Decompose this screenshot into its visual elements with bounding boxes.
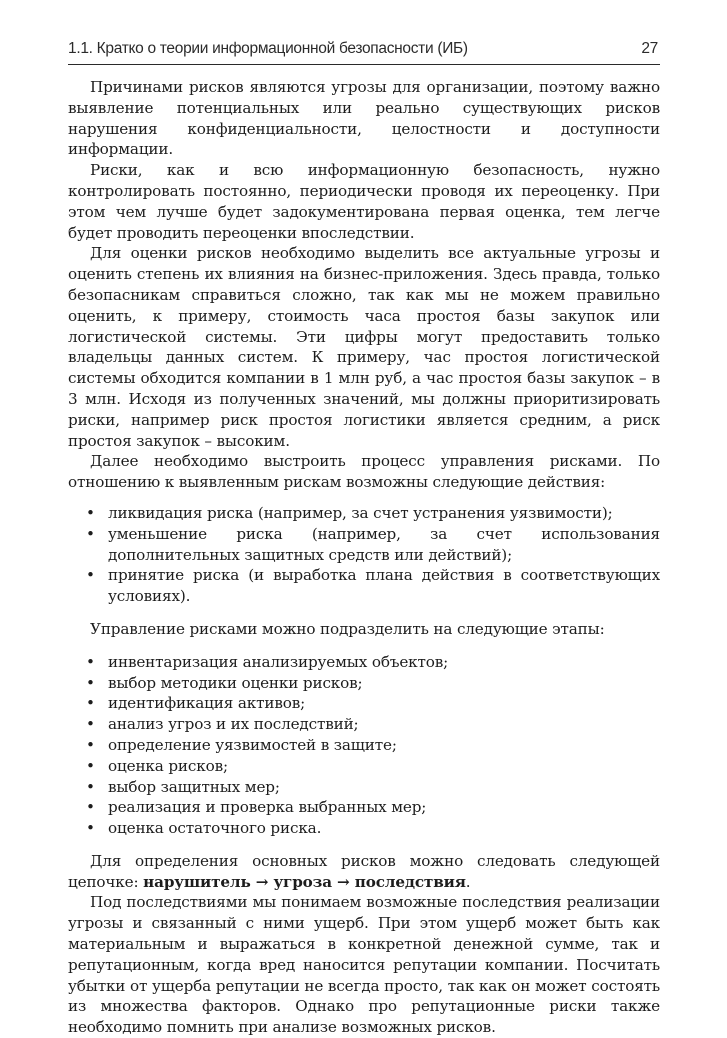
paragraph-risk-management-process: Далее необходимо выстроить процесс управления рисками. По отношению к выявленным рискам возможны следующие действия:: [68, 452, 660, 492]
list-item: • определение уязвимостей в защите;: [86, 735, 397, 754]
bullet-icon: •: [86, 503, 95, 522]
paragraph-consequences: Под последствиями мы понимаем возможные последствия реализации угрозы и связанный с ними ущерб. При этом ущерб может быть как материальным и выражаться в конкретной денежной сумме, так и репутационным, когда вред наносится репутации компании. Посчитать убытки от ущерба репутации не всегда просто, так как он может состоять из множества факторов. Однако про репутационные риски также необходимо помнить при анализе возможных рисков.: [68, 893, 660, 1037]
running-header: [68, 38, 660, 65]
risk-stages-list: [68, 652, 660, 839]
paragraph-risk-assessment: Для оценки рисков необходимо выделить все актуальные угрозы и оценить степень их влияния на бизнес-приложения. Здесь правда, только безопасникам справиться сложно, так как мы не можем правильно оценить, к примеру, стоимость часа простоя базы закупок или логистической системы. Эти цифры могут предоставить только владельцы данных систем. К примеру, час простоя логистической системы обходится компании в 1 млн руб, а час простоя базы закупок – в 3 млн. Исходя из полученных значений, мы должны приоритизировать риски, например риск простоя логистики является средним, а риск простоя закупок – высоким.: [68, 244, 660, 450]
paragraph-risk-chain: Для определения основных рисков можно следовать следующей цепочке: нарушитель → угроза → последствия.: [68, 851, 660, 891]
bullet-icon: •: [86, 694, 95, 713]
bullet-icon: •: [86, 735, 95, 754]
list-item: • анализ угроз и их последствий;: [86, 715, 359, 734]
paragraph-risk-control: Риски, как и всю информационную безопасность, нужно контролировать постоянно, периодически проводя их переоценку. При этом чем лучше будет задокументирована первая оценка, тем легче будет проводить переоценки впоследствии.: [68, 161, 660, 242]
page-body: [68, 77, 660, 1038]
page-number: 27: [641, 40, 658, 57]
list-item: • уменьшение риска (например, за счет использования дополнительных защитных средств или действий);: [86, 524, 660, 564]
list-item: • выбор защитных мер;: [86, 777, 280, 796]
bullet-icon: •: [86, 798, 95, 817]
risk-actions-list: [68, 503, 660, 607]
bullet-icon: •: [86, 715, 95, 734]
bullet-icon: •: [86, 524, 95, 543]
list-item: • принятие риска (и выработка плана действия в соответствующих условиях).: [86, 566, 660, 606]
risk-chain-formula: нарушитель → угроза → последствия: [143, 872, 466, 891]
list-item: • идентификация активов;: [86, 694, 306, 713]
bullet-icon: •: [86, 566, 95, 585]
list-item: • инвентаризация анализируемых объектов;: [86, 652, 449, 671]
bullet-icon: •: [86, 819, 95, 838]
header-title: 1.1. Кратко о теории информационной безопасности (ИБ): [68, 40, 468, 57]
bullet-icon: •: [86, 777, 95, 796]
bullet-icon: •: [86, 673, 95, 692]
list-item: • выбор методики оценки рисков;: [86, 673, 363, 692]
bullet-icon: •: [86, 756, 95, 775]
list-item: • ликвидация риска (например, за счет устранения уязвимости);: [86, 503, 613, 522]
paragraph-risk-causes: Причинами рисков являются угрозы для организации, поэтому важно выявление потенциальных или реально существующих рисков нарушения конфиденциальности, целостности и доступности информации.: [68, 78, 660, 159]
list-item: • реализация и проверка выбранных мер;: [86, 798, 427, 817]
list-item: • оценка рисков;: [86, 756, 228, 775]
bullet-icon: •: [86, 652, 95, 671]
paragraph-risk-stages-intro: Управление рисками можно подразделить на следующие этапы:: [90, 619, 605, 638]
list-item: • оценка остаточного риска.: [86, 819, 322, 838]
